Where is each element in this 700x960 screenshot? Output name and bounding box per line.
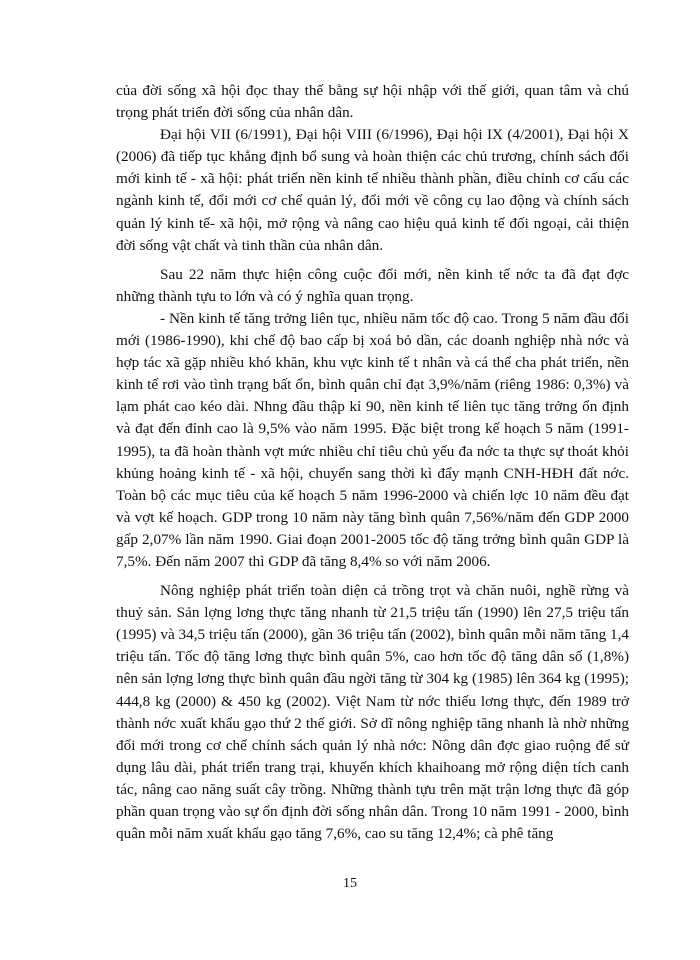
paragraph-party-congresses: Đại hội VII (6/1991), Đại hội VIII (6/1996), Đại hội IX (4/2001), Đại hội X (2006) đã tiếp tục khẳng định bổ sung và hoàn thiện các chủ trương, chính sách đổi mới kinh tế - xã hội: phát triển nền kinh tế nhiều thành phần, điều chỉnh cơ cấu các ngành kinh tế, đổi mới cơ chế quản lý, đổi mới về công cụ lao động và chính sách quản lý kinh tế- xã hội, mở rộng và nâng cao hiệu quả kinh tế đối ngoại, cải thiện đời sống vật chất và tinh thần của nhân dân.: [116, 126, 629, 254]
paragraph-agriculture: Nông nghiệp phát triển toàn diện cả trồng trọt và chăn nuôi, nghề rừng và thuỷ sản. Sản lợng lơng thực tăng nhanh từ 21,5 triệu tấn (1990) lên 27,5 triệu tấn (1995) và 34,5 triệu tấn (2000), gần 36 triệu tấn (2002), bình quân mỗi năm tăng 1,4 triệu tấn. Tốc độ tăng lơng thực bình quân 5%, cao hơn tốc độ tăng dân số (1,8%) nên sản lợng lơng thực bình quân đầu ngời tăng từ 304 kg (1985) lên 364 kg (1995); 444,8 kg (2000) & 450 kg (2002). Việt Nam từ nớc thiếu lơng thực, đến 1989 trở thành nớc xuất khẩu gạo thứ 2 thế giới. Sở dĩ nông nghiệp tăng nhanh là nhờ những đổi mới trong cơ chế chính sách quản lý nhà nớc: Nông dân đợc giao ruộng để sử dụng lâu dài, phát triển trang trại, khuyến khích khaihoang mở rộng diện tích canh tác, nâng cao năng suất cây trồng. Những thành tựu trên mặt trận lơng thực đã góp phần quan trọng vào sự ổn định đời sống nhân dân. Trong 10 năm 1991 - 2000, bình quân mỗi năm xuất khẩu gạo tăng 7,6%, cao su tăng 12,4%; cà phê tăng: [116, 582, 629, 843]
page-number: 15: [343, 876, 357, 891]
paragraph-22-years: Sau 22 năm thực hiện công cuộc đổi mới, nền kinh tế nớc ta đã đạt đợc những thành tựu to lớn và có ý nghĩa quan trọng.: [116, 265, 629, 305]
body-text: [116, 80, 629, 845]
paragraph-continuation: của đời sống xã hội đọc thay thế bằng sự hội nhập với thế giới, quan tâm và chú trọng phát triển đời sống của nhân dân.: [116, 82, 629, 122]
paragraph-economic-growth: - Nền kinh tế tăng trởng liên tục, nhiều năm tốc độ cao. Trong 5 năm đầu đổi mới (1986-1990), khi chế độ bao cấp bị xoá bỏ dần, các doanh nghiệp nhà nớc và hợp tác xã gặp nhiều khó khăn, khu vực kinh tế t nhân và cá thể cha phát triển, nền kinh tế rơi vào tình trạng bất ổn, bình quân chỉ đạt 3,9%/năm (riêng 1986: 0,3%) và lạm phát cao kéo dài. Nhng đầu thập kỉ 90, nền kinh tế liên tục tăng trởng ổn định và đạt đến đỉnh cao là 9,5% vào năm 1995. Đặc biệt trong kế hoạch 5 năm (1991-1995), ta đã hoàn thành vợt mức nhiều chỉ tiêu chủ yếu đa nớc ta thực sự thoát khỏi khủng hoảng kinh tế - xã hội, chuyển sang thời kì đẩy mạnh CNH-HĐH đất nớc. Toàn bộ các mục tiêu của kế hoạch 5 năm 1996-2000 và chiến lợc 10 năm đều đạt và vợt kế hoạch. GDP trong 10 năm này tăng bình quân 7,56%/năm đến GDP 2000 gấp 2,07% lần năm 1990. Giai đoạn 2001-2005 tốc độ tăng trởng bình quân GDP là 7,5%. Đến năm 2007 thì GDP đã tăng 8,4% so với năm 2006.: [116, 309, 629, 570]
